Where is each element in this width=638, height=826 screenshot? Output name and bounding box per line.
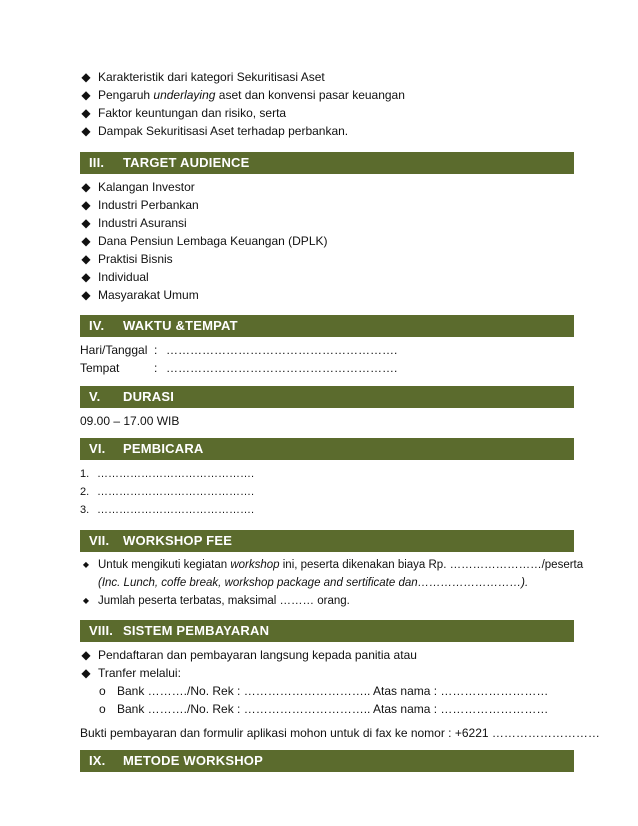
- list-item: ◆ Praktisi Bisnis: [81, 252, 173, 266]
- list-item: ◆ Tranfer melalui:: [81, 666, 181, 680]
- pembayaran-list: [80, 646, 417, 682]
- pembicara-list: [80, 465, 254, 519]
- list-item: ◆ Pengaruh underlaying aset dan konvensi pasar keuangan: [81, 88, 405, 102]
- hari-tanggal-row: Hari/Tanggal : ………………………………………………….: [80, 343, 398, 357]
- list-item: ◆ Masyarakat Umum: [81, 288, 199, 302]
- list-item: ◆ Untuk mengikuti kegiatan workshop ini, peserta dikenakan biaya Rp. ……………………/peserta: [80, 556, 583, 574]
- diamond-bullet-icon: ◆: [81, 648, 91, 662]
- diamond-bullet-icon: ◆: [81, 70, 91, 84]
- audience-list: [80, 178, 328, 304]
- bank-list: [99, 682, 548, 718]
- section-header-pembicara: VI. PEMBICARA: [80, 438, 574, 460]
- diamond-bullet-icon: ◆: [82, 560, 90, 569]
- diamond-bullet-icon: ◆: [81, 234, 91, 248]
- diamond-bullet-icon: ◆: [81, 270, 91, 284]
- list-item: ◆ Dampak Sekuritisasi Aset terhadap perbankan.: [81, 124, 349, 138]
- list-item: ◆ Individual: [81, 270, 149, 284]
- section-header-durasi: V. DURASI: [80, 386, 574, 408]
- list-item: 3. …………………………………….: [80, 504, 255, 516]
- durasi-text: 09.00 – 17.00 WIB: [80, 414, 180, 428]
- section-header-sistem-pembayaran: VIII. SISTEM PEMBAYARAN: [80, 620, 574, 642]
- diamond-bullet-icon: ◆: [81, 106, 91, 120]
- diamond-bullet-icon: ◆: [81, 252, 91, 266]
- section-header-metode-workshop: IX. METODE WORKSHOP: [80, 750, 574, 772]
- intro-list: [80, 68, 405, 140]
- diamond-bullet-icon: ◆: [81, 216, 91, 230]
- diamond-bullet-icon: ◆: [81, 288, 91, 302]
- diamond-bullet-icon: ◆: [81, 666, 91, 680]
- list-item: o Bank ………./No. Rek : ………………………….. Atas nama : ………………………: [99, 684, 549, 698]
- bukti-pembayaran-text: Bukti pembayaran dan formulir aplikasi mohon untuk di fax ke nomor : +6221 ………………………: [80, 726, 600, 740]
- list-item: 2. …………………………………….: [80, 486, 255, 498]
- list-item: ◆ Pendaftaran dan pembayaran langsung kepada panitia atau: [81, 648, 417, 662]
- section-header-target-audience: III. TARGET AUDIENCE: [80, 152, 574, 174]
- section-header-workshop-fee: VII. WORKSHOP FEE: [80, 530, 574, 552]
- circle-bullet-icon: o: [99, 684, 106, 698]
- list-item: o Bank ………./No. Rek : ………………………….. Atas nama : ………………………: [99, 702, 549, 716]
- list-item-continuation: (Inc. Lunch, coffe break, workshop package and sertificate dan………………………).: [98, 577, 529, 589]
- tempat-row: Tempat : ………………………………………………….: [80, 361, 398, 375]
- fee-list: [80, 556, 583, 610]
- diamond-bullet-icon: ◆: [81, 124, 91, 138]
- diamond-bullet-icon: ◆: [82, 596, 90, 605]
- section-header-waktu-tempat: IV. WAKTU &TEMPAT: [80, 315, 574, 337]
- list-item: ◆ Jumlah peserta terbatas, maksimal ……… orang.: [80, 592, 583, 610]
- diamond-bullet-icon: ◆: [81, 198, 91, 212]
- list-item: ◆ Industri Asuransi: [81, 216, 187, 230]
- list-item: ◆ Faktor keuntungan dan risiko, serta: [81, 106, 287, 120]
- diamond-bullet-icon: ◆: [81, 180, 91, 194]
- list-item: ◆ Industri Perbankan: [81, 198, 199, 212]
- circle-bullet-icon: o: [99, 702, 106, 716]
- list-item: ◆ Karakteristik dari kategori Sekuritisasi Aset: [81, 70, 325, 84]
- diamond-bullet-icon: ◆: [81, 88, 91, 102]
- list-item: ◆ Dana Pensiun Lembaga Keuangan (DPLK): [81, 234, 328, 248]
- list-item: ◆ Kalangan Investor: [81, 180, 195, 194]
- list-item: 1. …………………………………….: [80, 468, 255, 480]
